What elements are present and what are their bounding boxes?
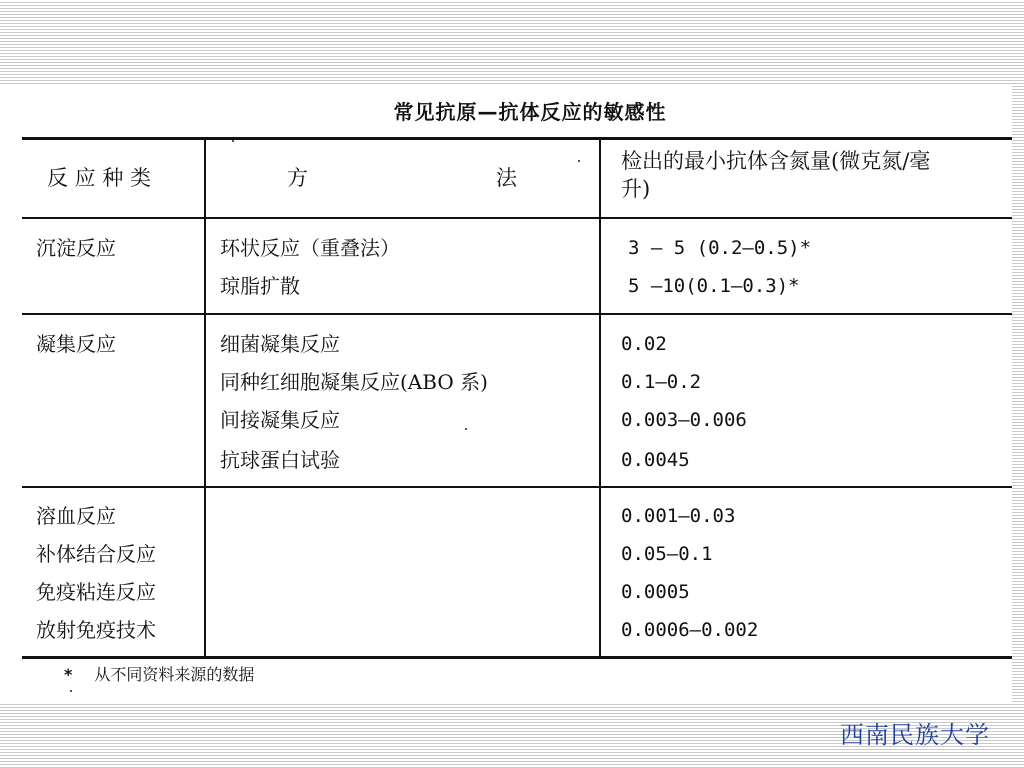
value-cell: 0.0006—0.002 [621,619,759,641]
table-bottom-rule [22,656,1012,659]
header-min-amount-line2: 升) [621,177,651,201]
reaction-cell: 溶血反应 [36,504,116,528]
method-cell: 间接凝集反应 [220,408,340,432]
method-cell: 环状反应（重叠法） [220,236,400,260]
method-cell: 同种红细胞凝集反应(ABO 系) [220,370,488,394]
value-cell: 3 — 5 (0.2—0.5)* [628,237,812,259]
value-cell: 0.1—0.2 [621,371,702,393]
header-bottom-rule [22,217,1012,219]
table-title: 常见抗原—抗体反应的敏感性 [393,100,667,124]
reaction-cell: 凝集反应 [36,332,116,356]
reaction-cell: 放射免疫技术 [36,618,156,642]
method-cell: 细菌凝集反应 [220,332,340,356]
scan-speck [232,140,234,142]
value-cell: 5 —10(0.1—0.3)* [628,275,800,297]
header-min-amount-line1: 检出的最小抗体含氮量(微克氮/毫 [621,149,931,173]
header-method-left: 方 [287,166,308,190]
footnote-text: 从不同资料来源的数据 [94,665,255,684]
reaction-cell: 沉淀反应 [36,236,116,260]
reaction-cell: 免疫粘连反应 [36,580,156,604]
method-cell: 抗球蛋白试验 [220,448,340,472]
footnote-mark: * [64,665,73,684]
table-top-rule [22,137,1012,140]
scan-speck [578,160,580,162]
value-cell: 0.0045 [621,449,690,471]
group2-bottom-rule [22,486,1012,488]
reaction-cell: 补体结合反应 [36,542,156,566]
university-brand: 西南民族大学 [840,721,990,749]
column-divider-2 [599,139,601,657]
value-cell: 0.0005 [621,581,690,603]
background-stripes-right [1012,84,1024,702]
footnote [64,662,254,685]
group1-bottom-rule [22,313,1012,315]
method-cell: 琼脂扩散 [220,274,300,298]
scan-speck [465,428,467,430]
scan-speck [70,690,72,692]
value-cell: 0.001—0.03 [621,505,736,527]
value-cell: 0.05—0.1 [621,543,713,565]
background-stripes-top [0,0,1024,84]
value-cell: 0.003—0.006 [621,409,747,431]
value-cell: 0.02 [621,333,667,355]
column-divider-1 [204,139,206,657]
header-method-right: 法 [496,166,517,190]
header-reaction-type: 反 应 种 类 [47,166,152,190]
